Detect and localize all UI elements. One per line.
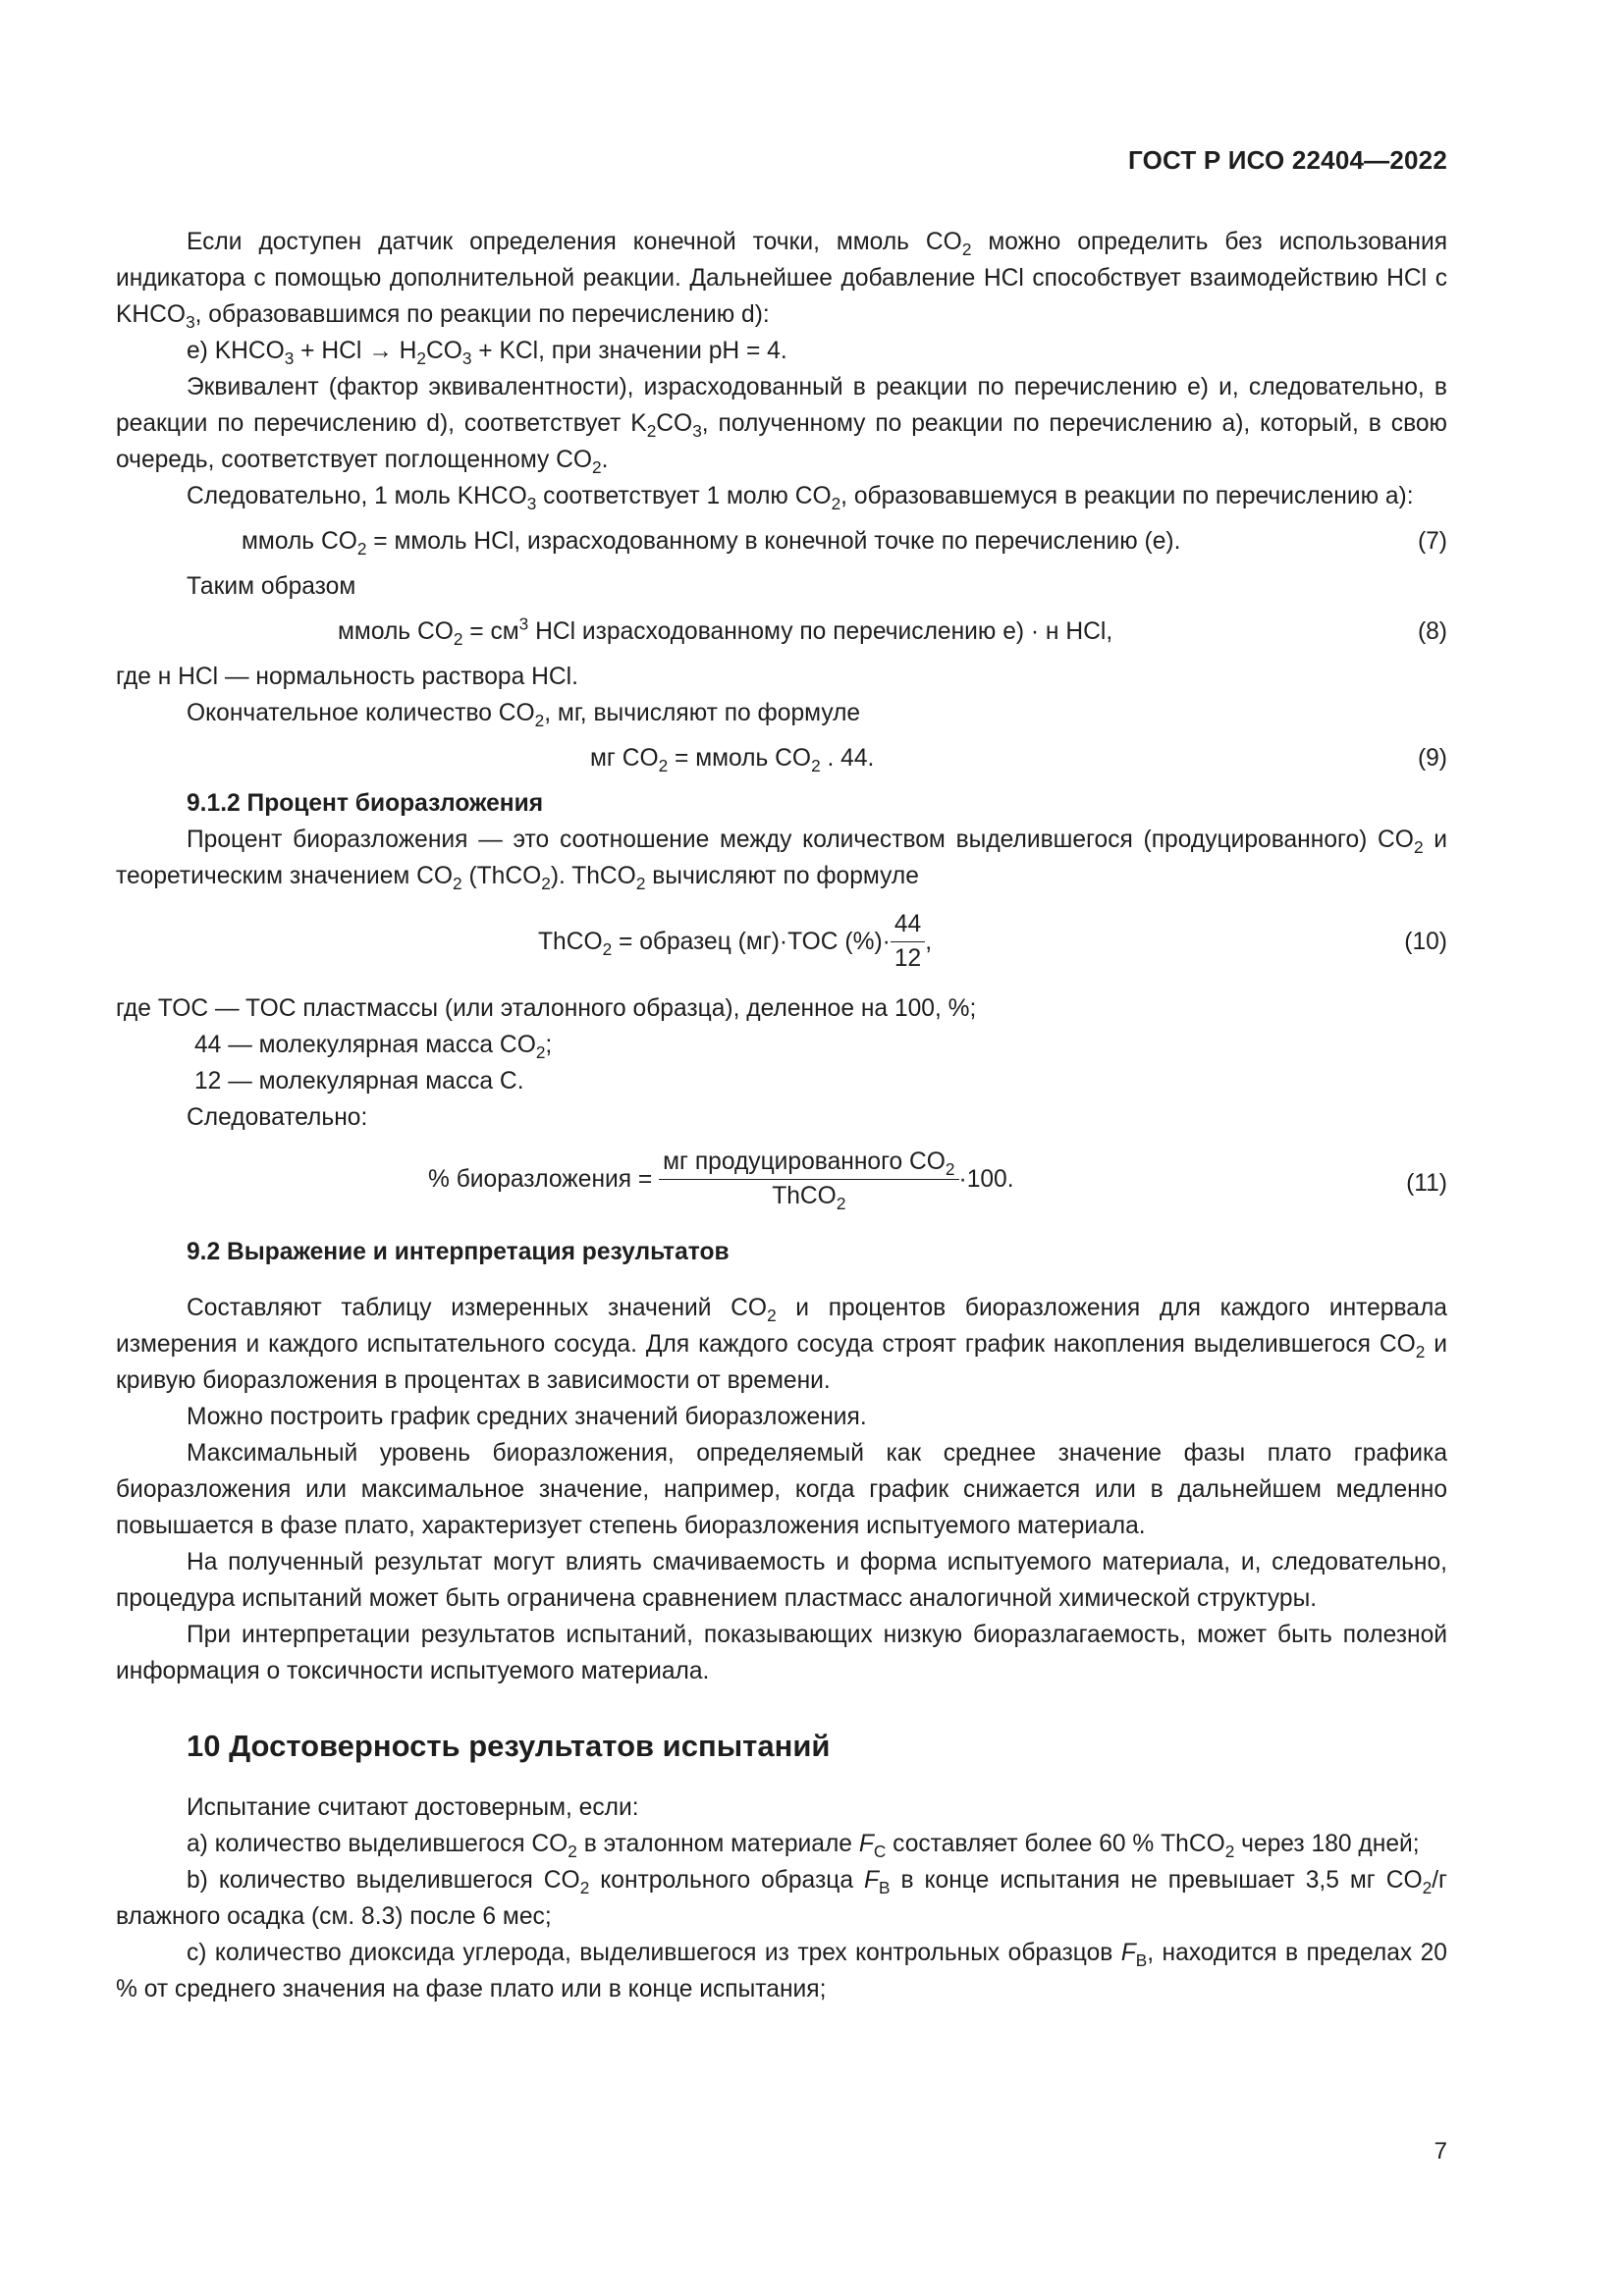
equation-11: % биоразложения = $\frac{мг продуцированного CO_2}{ThCO_2}$ ·100. (11) (116, 1146, 1447, 1220)
page-content (116, 224, 1447, 2007)
fraction-biodegradation: $\frac{мг продуцированного CO_2}{ThCO_2}$ (659, 1146, 958, 1213)
definition-44: 44 — молекулярная масса $CO_2$; (194, 1032, 553, 1063)
paragraph: При интерпретации результатов испытаний, показывающих низкую биоразлагаемость, может быть полезной информация о токсичности испытуемого материала. (116, 1622, 1447, 1684)
page-header-standard: ГОСТ Р ИСО 22404—2022 (1127, 145, 1447, 175)
fraction-44-12: $\frac{44}{12}$ (891, 908, 925, 976)
paragraph: где н HCl — нормальность раствора HCl. (116, 664, 578, 690)
paragraph: Испытание считают достоверным, если: (187, 1794, 639, 1821)
section-heading-9-1-2: 9.1.2 Процент биоразложения (187, 790, 544, 817)
definition-12: 12 — молекулярная масса C. (194, 1068, 524, 1095)
reaction-e: e) $KHCO_3$ + HCl → $H_2CO_3$ + KCl, при значении pH = 4. (187, 338, 787, 369)
section-heading-9-2: 9.2 Выражение и интерпретация результатов (187, 1239, 730, 1265)
page-number: 7 (1434, 2138, 1447, 2164)
equation-10: ThCO$_2$ = образец (мг)·TOC (%)· $\frac{44}{12}$ , (10) (116, 904, 1447, 979)
paragraph: Следовательно: (187, 1104, 368, 1131)
equation-number: (7) (1417, 528, 1447, 555)
paragraph: Эквивалент (фактор эквивалентности), израсходованный в реакции по перечислению е) и, следовательно, в реакции по перечислению d), соответствует $K_2CO_3$, полученному по реакции по перечислению a), который, в свою очередь, соответствует поглощенному $CO_2$. (116, 374, 1447, 478)
paragraph: Следовательно, 1 моль $KHCO_3$ соответствует 1 молю $CO_2$, образовавшемуся в реакции по перечислению а): (187, 483, 1414, 514)
paragraph: Составляют таблицу измеренных значений $CO_2$ и процентов биоразложения для каждого интервала измерения и каждого испытательного сосуда. Для каждого сосуда строят график накопления выделившегося $CO_2$ и кривую биоразложения в процентах в зависимости от времени. (116, 1295, 1448, 1394)
equation-7: ммоль $CO_2$ = ммоль HCl, израсходованному в конечной точке по перечислению (е). (7) (116, 523, 1447, 560)
equation-number: (8) (1417, 618, 1447, 645)
list-item-c: c) количество диоксида углерода, выделившегося из трех контрольных образцов $F_B$, находится в пределах 20 % от среднего значения на фазе плато или в конце испытания; (116, 1940, 1447, 2002)
paragraph: Таким образом (187, 573, 356, 600)
document-page (116, 0, 1447, 2296)
equation-9: мг $CO_2$ = ммоль $CO_2$ . 44. (9) (116, 740, 1447, 776)
paragraph: Окончательное количество $CO_2$, мг, вычисляют по формуле (187, 700, 861, 731)
paragraph: Можно построить график средних значений биоразложения. (187, 1404, 867, 1430)
equation-number: (11) (1406, 1170, 1447, 1197)
list-item-b: b) количество выделившегося $CO_2$ контрольного образца $F_B$ в конце испытания не превышает 3,5 мг $CO_2/г$ влажного осадка (см. 8.3) после 6 мес; (116, 1867, 1447, 1930)
section-heading-10: 10 Достоверность результатов испытаний (187, 1729, 831, 1763)
paragraph: Если доступен датчик определения конечной точки, ммоль $CO_2$ можно определить без использования индикатора с помощью дополнительной реакции. Дальнейшее добавление HCl способствует взаимодействию HCl с $KHCO_3$, образовавшимся по реакции по перечислению d): (116, 229, 1448, 333)
equation-8: ммоль $CO_2 = см^3$ HCl израсходованному по перечислению e) · н HCl, (8) (338, 614, 1447, 650)
paragraph: На полученный результат могут влиять смачиваемость и форма испытуемого материала, и, следовательно, процедура испытаний может быть ограничена сравнением пластмасс аналогичной химической структуры. (116, 1549, 1447, 1612)
paragraph: Максимальный уровень биоразложения, определяемый как среднее значение фазы плато графика биоразложения или максимальное значение, например, когда график снижается или в дальнейшем медленно повышается в фазе плато, характеризует степень биоразложения испытуемого материала. (116, 1440, 1447, 1539)
equation-number: (10) (1404, 929, 1447, 955)
definition-toc: где TOC — TOC пластмассы (или эталонного образца), деленное на 100, %; (116, 995, 977, 1022)
paragraph: Процент биоразложения — это соотношение между количеством выделившегося (продуцированного) $CO_2$ и теоретическим значением $CO_2$ (ThCO$_2$). ThCO$_2$ вычисляют по формуле (116, 827, 1447, 894)
equation-number: (9) (1417, 745, 1447, 772)
list-item-a: a) количество выделившегося $CO_2$ в эталонном материале $F_C$ составляет более 60 % ThCO$_2$ через 180 дней; (187, 1831, 1420, 1862)
